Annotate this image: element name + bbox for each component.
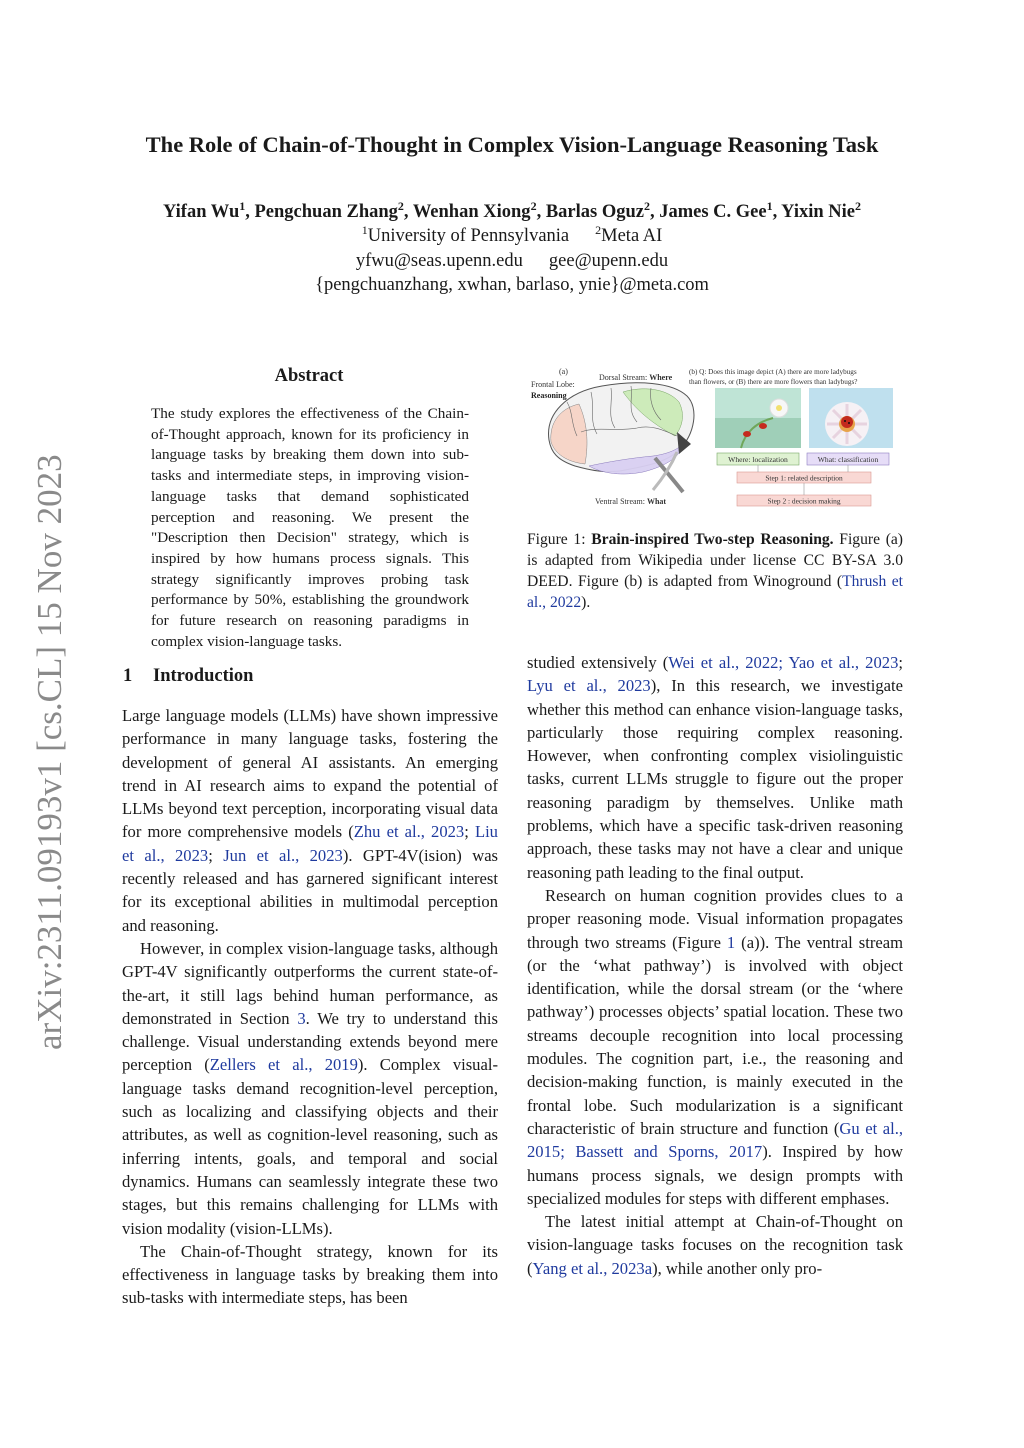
frontal-lobe-label: Frontal Lobe: xyxy=(531,380,575,389)
figure-question-line: than flowers, or (B) there are more flowers than ladybugs? xyxy=(689,378,858,386)
brain-illustration xyxy=(549,383,694,492)
author-affiliation-mark: 2 xyxy=(530,198,537,213)
author-list: Yifan Wu$^1$, Pengchuan Zhang$^2$, Wenhan Xiong$^2$, Barlas Oguz$^2$, James C. Gee$^1$, Yixin Nie$^2$ xyxy=(162,198,862,222)
section-heading-introduction xyxy=(123,666,253,687)
paragraph: Large language models (LLMs) have shown impressive performance in many language tasks, fostering the development of general AI assistants. An emerging trend in AI research aims to expand the potential of LLMs beyond text perception, incorporating visual data for more comprehensive models (Zhu et al., 2023; Liu et al., 2023; Jun et al., 2023). GPT-4V(ision) was recently released and has garnered significant interest for its exceptional abilities in multimodal perception and reasoning. xyxy=(122,706,499,935)
email-line xyxy=(100,249,924,273)
left-column-text xyxy=(122,704,498,1310)
citation-link[interactable]: Gu et al., 2015; Bassett and Sporns, 2017 xyxy=(527,1118,904,1162)
figure-reference-link[interactable]: 1 xyxy=(726,932,736,952)
citation-link[interactable]: Zhu et al., 2023 xyxy=(353,822,465,842)
figure-1-brain-two-step-reasoning xyxy=(527,362,907,512)
author-affiliation-mark: 1 xyxy=(766,198,773,213)
citation-link[interactable]: Zellers et al., 2019 xyxy=(209,1055,358,1075)
citation-link[interactable]: Wei et al., 2022; Yao et al., 2023 xyxy=(668,653,899,672)
affiliation-meta: Meta AI xyxy=(601,226,663,246)
author-affiliation-mark: 2 xyxy=(643,198,650,213)
ventral-stream-label: Ventral Stream: What xyxy=(595,497,667,506)
author-affiliation-mark: 2 xyxy=(855,198,862,213)
right-column-text xyxy=(527,651,903,1280)
step-1-label: Step 1: related description xyxy=(765,473,843,483)
author-name: James C. Gee xyxy=(659,202,767,222)
ladybug-flower-image-left xyxy=(715,388,801,448)
paragraph: The Chain-of-Thought strategy, known for its effectiveness in language tasks by breaking them into sub-tasks with intermediate steps, has been xyxy=(122,1241,498,1308)
section-reference-link[interactable]: 3 xyxy=(297,1008,306,1028)
author-name: Yixin Nie xyxy=(781,202,856,222)
dorsal-stream-label: Dorsal Stream: Where xyxy=(599,373,673,382)
section-title: Introduction xyxy=(153,666,254,686)
email-line-meta: {pengchuanzhang, xwhan, barlaso, ynie}@meta.com xyxy=(315,275,709,295)
ladybug-flower-image-right xyxy=(809,388,893,448)
citation-link[interactable]: Yang et al., 2023a xyxy=(532,1258,653,1278)
citation-link[interactable]: Liu et al., 2023 xyxy=(122,822,498,865)
figure-panel-a-label: (a) xyxy=(559,367,568,376)
paragraph: However, in complex vision-language tasks, although GPT-4V significantly outperforms the current state-of-the-art, it still lags behind human performance, as demonstrated in Section 3. We try to understand this challenge. Visual understanding extends beyond mere perception (Zellers et al., 2019). Complex visual-language tasks demand recognition-level perception, such as localizing and classifying objects and their attributes, as well as cognition-level reasoning, such as inferring intents, goals, and temporal and social dynamics. Humans can seamlessly integrate these two stages, but this remains challenging for LLMs with vision modality (vision-LLMs). xyxy=(122,938,498,1238)
paragraph: The latest initial attempt at Chain-of-Thought on vision-language tasks focuses on the recognition task (Yang et al., 2023a), while another only pro- xyxy=(527,1212,903,1278)
paragraph: studied extensively (Wei et al., 2022; Yao et al., 2023; Lyu et al., 2023), In this research, we investigate whether this method can enhance vision-language tasks, particularly those requiring complex reasoning. However, when confronting complex visiolinguistic tasks, current LLMs struggle to figure out the proper reasoning paradigm by themselves. Unlike math problems, which have a specific task-driven reasoning approach, these tasks may not have a clear and unique reasoning path leading to the final output. xyxy=(527,653,903,882)
author-email: yfwu@seas.upenn.edu xyxy=(355,251,523,271)
author-email: gee@upenn.edu xyxy=(548,251,669,271)
section-number: 1 xyxy=(123,666,133,686)
author-name: Wenhan Xiong xyxy=(412,202,531,222)
author-name: Yifan Wu xyxy=(162,202,240,222)
step-2-label: Step 2 : decision making xyxy=(767,496,841,506)
author-name: Pengchuan Zhang xyxy=(254,202,398,222)
affiliation-line xyxy=(100,224,924,248)
arxiv-identifier: arXiv:2311.09193v1 [cs.CL] 15 Nov 2023 xyxy=(30,454,69,1050)
affiliation-upenn: University of Pennsylvania xyxy=(367,226,570,246)
affiliation-mark: 1 xyxy=(361,222,368,237)
author-affiliation-mark: 2 xyxy=(397,198,404,213)
paragraph: Research on human cognition provides clues to a proper reasoning mode. Visual information propagates through two streams (Figure 1 (a)). The ventral stream (or the ‘what pathway’) is involved with object identification, while the dorsal stream (or the ‘where pathway’) processes objects’ spatial location. These two streams decouple recognition into local processing modules. The cognition part, i.e., the reasoning and decision-making function, is mainly executed in the frontal lobe. Such modularization is a significant characteristic of brain structure and function (Gu et al., 2015; Bassett and Sporns, 2017). Inspired by how humans process signals, we design prompts with specialized modules for steps with different emphases. xyxy=(527,885,904,1208)
abstract-text: The study explores the effectiveness of the Chain-of-Thought approach, known for its proficiency in language tasks by breaking them down into sub-tasks and intermediate steps, in improving vision-language tasks that demand sophisticated perception and reasoning. We present the "Description then Decision" strategy, which is inspired by how humans process signals. This strategy significantly improves probing task performance by 50%, establishing the groundwork for future research on reasoning paradigms in complex vision-language tasks. xyxy=(151,405,469,650)
citation-link[interactable]: Jun et al., 2023 xyxy=(223,845,343,865)
citation-link[interactable]: Lyu et al., 2023 xyxy=(527,676,651,696)
figure-question-line: (b) Q: Does this image depict (A) there are more ladybugs xyxy=(689,368,857,376)
where-localization-label: Where: localization xyxy=(728,455,788,464)
affiliation-mark: 2 xyxy=(595,222,602,237)
what-classification-label: What: classification xyxy=(817,455,879,464)
author-name: Barlas Oguz xyxy=(545,202,644,222)
reasoning-label: Reasoning xyxy=(531,391,567,400)
citation-link[interactable]: Thrush et al., 2022 xyxy=(527,573,903,611)
author-affiliation-mark: 1 xyxy=(239,198,246,213)
paper-title: The Role of Chain-of-Thought in Complex Vision-Language Reasoning Task xyxy=(145,132,879,157)
abstract-heading: Abstract xyxy=(274,366,344,386)
figure-1-caption: Figure 1: Brain-inspired Two-step Reasoning. Figure (a) is adapted from Wikipedia under license CC BY-SA 3.0 DEED. Figure (b) is adapted from Winoground (Thrush et al., 2022). xyxy=(527,531,903,611)
